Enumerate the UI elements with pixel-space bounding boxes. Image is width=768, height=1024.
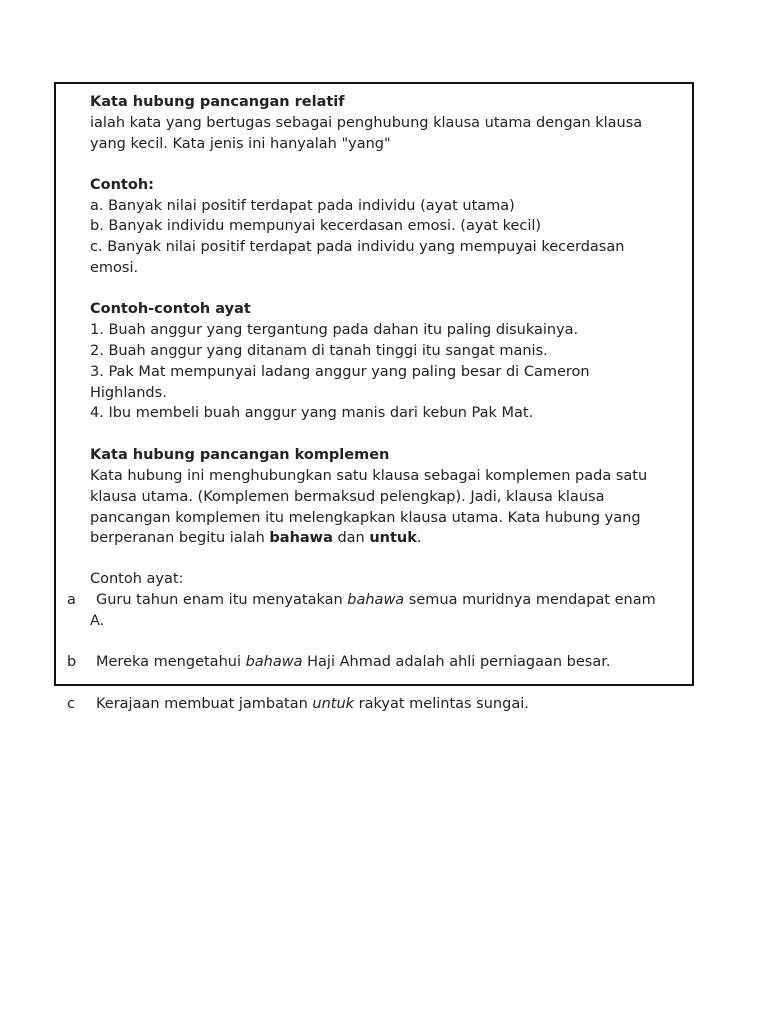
contoh-line: emosi.	[90, 260, 139, 276]
body-line: ialah kata yang bertugas sebagai penghubung klausa utama dengan klausa	[90, 115, 643, 131]
contoh-ayat-line: 3. Pak Mat mempunyai ladang anggur yang paling besar di Cameron	[90, 364, 590, 380]
example-marker-c: c	[67, 696, 75, 712]
example-a-continuation: A.	[90, 613, 105, 629]
example-c-text: Kerajaan membuat jambatan untuk rakyat melintas sungai.	[96, 696, 529, 712]
body-line: klausa utama. (Komplemen bermaksud pelengkap). Jadi, klausa klausa	[90, 489, 605, 505]
contoh-line: b. Banyak individu mempunyai kecerdasan emosi. (ayat kecil)	[90, 218, 542, 234]
contoh-line: a. Banyak nilai positif terdapat pada individu (ayat utama)	[90, 198, 515, 214]
example-b-text: Mereka mengetahui bahawa Haji Ahmad adalah ahli perniagaan besar.	[96, 654, 611, 670]
keyword-untuk: untuk	[369, 530, 417, 546]
body-line: pancangan komplemen itu melengkapkan klausa utama. Kata hubung yang	[90, 510, 641, 526]
body-line: Kata hubung ini menghubungkan satu klausa sebagai komplemen pada satu	[90, 468, 648, 484]
contoh-ayat-line: 1. Buah anggur yang tergantung pada dahan itu paling disukainya.	[90, 322, 579, 338]
body-line: yang kecil. Kata jenis ini hanyalah "yang"	[90, 136, 391, 152]
example-marker-b: b	[67, 654, 77, 670]
body-line: berperanan begitu ialah bahawa dan untuk.	[90, 530, 422, 546]
example-a-text: Guru tahun enam itu menyatakan bahawa semua muridnya mendapat enam	[96, 592, 656, 608]
contoh-line: c. Banyak nilai positif terdapat pada individu yang mempuyai kecerdasan	[90, 239, 625, 255]
contoh-heading: Contoh:	[90, 177, 154, 193]
contoh-ayat-heading: Contoh-contoh ayat	[90, 301, 251, 317]
example-marker-a: a	[67, 592, 76, 608]
examples-heading: Contoh ayat:	[90, 571, 184, 587]
section-heading-komplemen: Kata hubung pancangan komplemen	[90, 447, 390, 463]
contoh-ayat-line: Highlands.	[90, 385, 167, 401]
section-heading-relatif: Kata hubung pancangan relatif	[90, 94, 345, 110]
contoh-ayat-line: 2. Buah anggur yang ditanam di tanah tinggi itu sangat manis.	[90, 343, 548, 359]
keyword-bahawa: bahawa	[269, 530, 333, 546]
contoh-ayat-line: 4. Ibu membeli buah anggur yang manis dari kebun Pak Mat.	[90, 405, 534, 421]
